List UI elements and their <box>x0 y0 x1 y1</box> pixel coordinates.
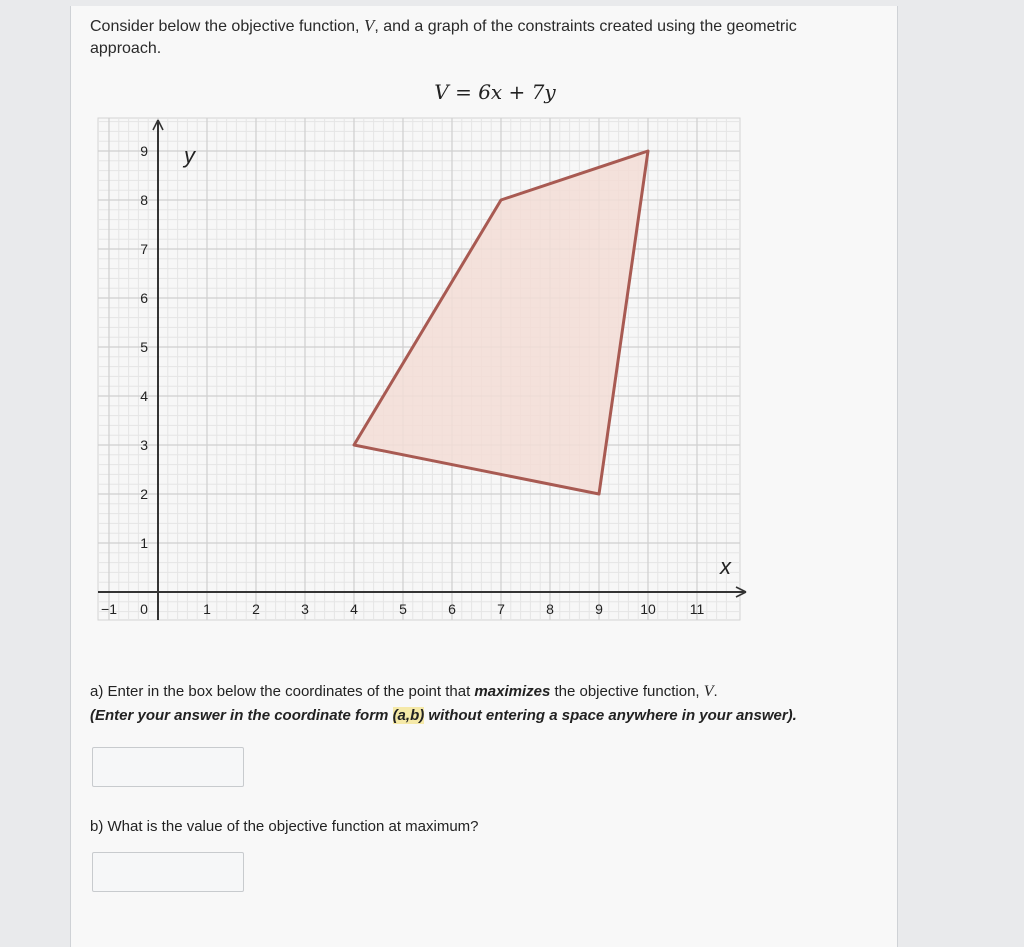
prompt-text-end: , and a graph of the constraints created using the geometric approach. <box>90 18 797 57</box>
y-tick-label: 9 <box>140 143 148 159</box>
y-tick-label: 3 <box>140 437 148 453</box>
constraint-graph <box>88 110 758 630</box>
question-a-emphasis: maximizes <box>474 683 551 700</box>
y-tick-label: 1 <box>140 535 148 551</box>
question-a-mid: the objective function, <box>550 683 704 700</box>
y-tick-label: 7 <box>140 241 148 257</box>
objective-formula: V = 6x + 7y <box>434 80 556 104</box>
x-tick-label: 3 <box>301 601 309 617</box>
question-a-end: . <box>713 683 718 700</box>
x-tick-label: 6 <box>448 601 456 617</box>
question-a-instruction <box>90 704 850 728</box>
y-tick-label: 5 <box>140 339 148 355</box>
y-tick-label: 6 <box>140 290 148 306</box>
x-tick-label: 0 <box>140 601 148 617</box>
question-a-prefix: a) Enter in the box below the coordinates of the point that <box>90 683 475 700</box>
x-tick-label: 5 <box>399 601 407 617</box>
x-axis-label: x <box>720 554 731 579</box>
problem-prompt <box>90 15 830 60</box>
y-axis-label: y <box>184 143 195 168</box>
x-tick-label: 11 <box>689 601 705 617</box>
y-tick-label: 4 <box>140 388 148 404</box>
constraint-graph-svg <box>88 110 758 630</box>
instruction-end: without entering a space anywhere in your answer). <box>424 707 797 724</box>
answer-a-input[interactable] <box>92 747 244 787</box>
x-tick-label: 9 <box>595 601 603 617</box>
instruction-highlight: (a,b) <box>392 707 425 724</box>
x-tick-label: 4 <box>350 601 358 617</box>
prompt-variable: V <box>363 16 375 35</box>
y-tick-label: 8 <box>140 192 148 208</box>
x-tick-label: 10 <box>640 601 656 617</box>
y-tick-label: 2 <box>140 486 148 502</box>
question-b <box>90 815 850 839</box>
question-a-label <box>90 680 850 704</box>
x-tick-label: 1 <box>203 601 211 617</box>
question-a <box>90 680 850 728</box>
x-tick-label: 2 <box>252 601 260 617</box>
x-tick-label: −1 <box>101 601 117 617</box>
x-tick-label: 7 <box>497 601 505 617</box>
prompt-text-start: Consider below the objective function, <box>90 18 364 35</box>
x-tick-label: 8 <box>546 601 554 617</box>
question-a-variable: V <box>703 683 714 700</box>
question-b-label: b) What is the value of the objective function at maximum? <box>90 818 479 835</box>
answer-b-input[interactable] <box>92 852 244 892</box>
instruction-start: (Enter your answer in the coordinate form <box>90 707 393 724</box>
